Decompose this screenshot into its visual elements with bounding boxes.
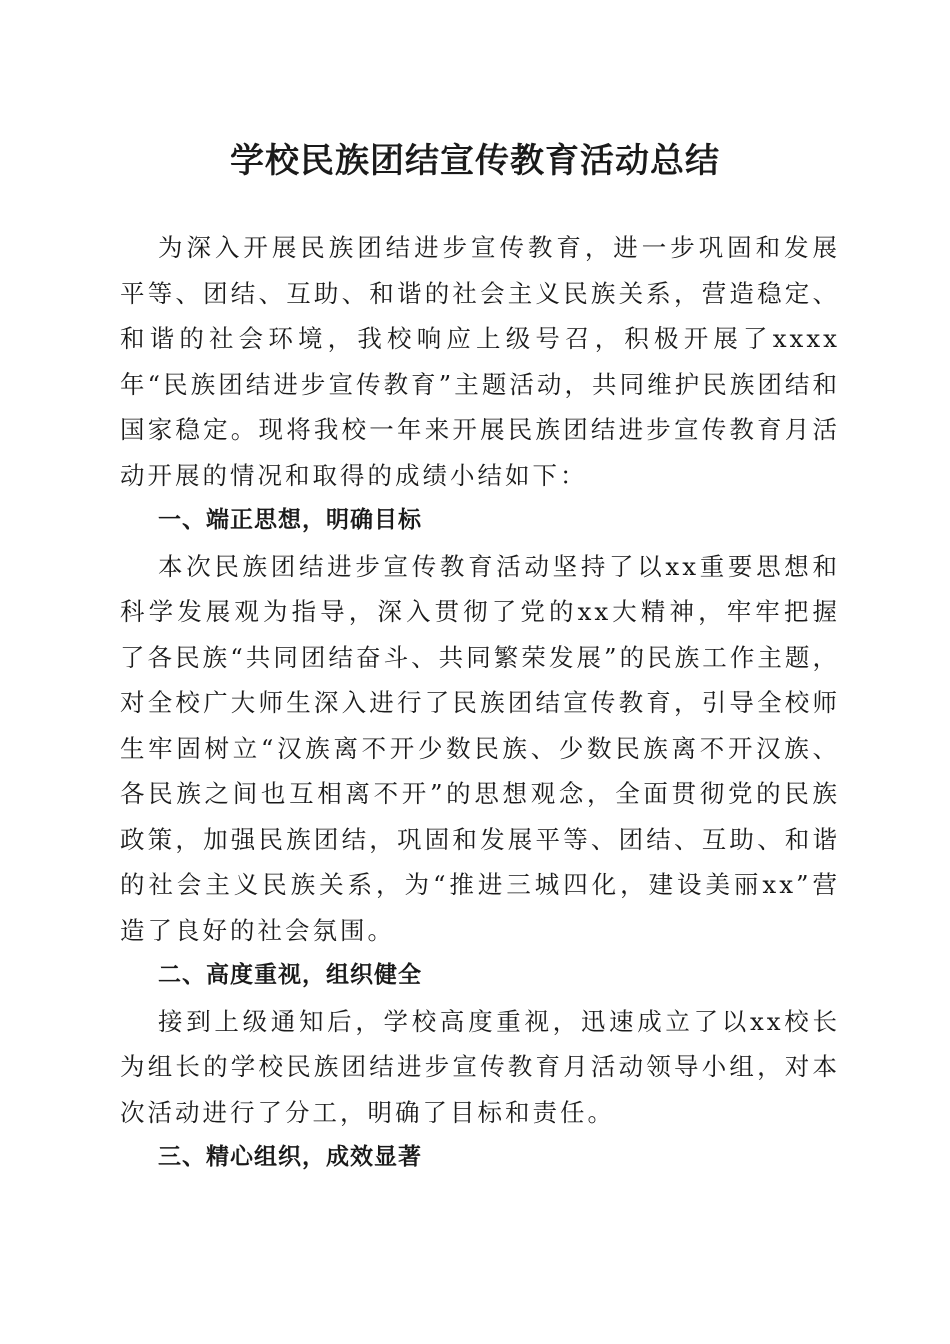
section-heading-2: 二、高度重视，组织健全 <box>158 962 422 988</box>
intro-paragraph: 为深入开展民族团结进步宣传教育，进一步巩固和发展平等、团结、互助、和谐的社会主义民族关系，营造稳定、和谐的社会环境，我校响应上级号召，积极开展了xxxx年“民族团结进步宣传教育”主题活动，共同维护民族团结和国家稳定。现将我校一年来开展民族团结进步宣传教育月活动开展的情况和取得的成绩小结如下： <box>120 233 840 490</box>
section-paragraph-2: 接到上级通知后，学校高度重视，迅速成立了以xx校长为组长的学校民族团结进步宣传教育月活动领导小组，对本次活动进行了分工，明确了目标和责任。 <box>120 1006 840 1127</box>
section-heading-3: 三、精心组织，成效显著 <box>158 1144 422 1170</box>
section-heading-1: 一、端正思想，明确目标 <box>158 507 422 533</box>
document-body <box>120 225 840 1181</box>
document-title: 学校民族团结宣传教育活动总结 <box>230 141 720 181</box>
section-paragraph-1: 本次民族团结进步宣传教育活动坚持了以xx重要思想和科学发展观为指导，深入贯彻了党的xx大精神，牢牢把握了各民族“共同团结奋斗、共同繁荣发展”的民族工作主题，对全校广大师生深入进行了民族团结宣传教育，引导全校师生牢固树立“汉族离不开少数民族、少数民族离不开汉族、各民族之间也互相离不开”的思想观念，全面贯彻党的民族政策，加强民族团结，巩固和发展平等、团结、互助、和谐的社会主义民族关系，为“推进三城四化，建设美丽xx”营造了良好的社会氛围。 <box>120 551 840 945</box>
